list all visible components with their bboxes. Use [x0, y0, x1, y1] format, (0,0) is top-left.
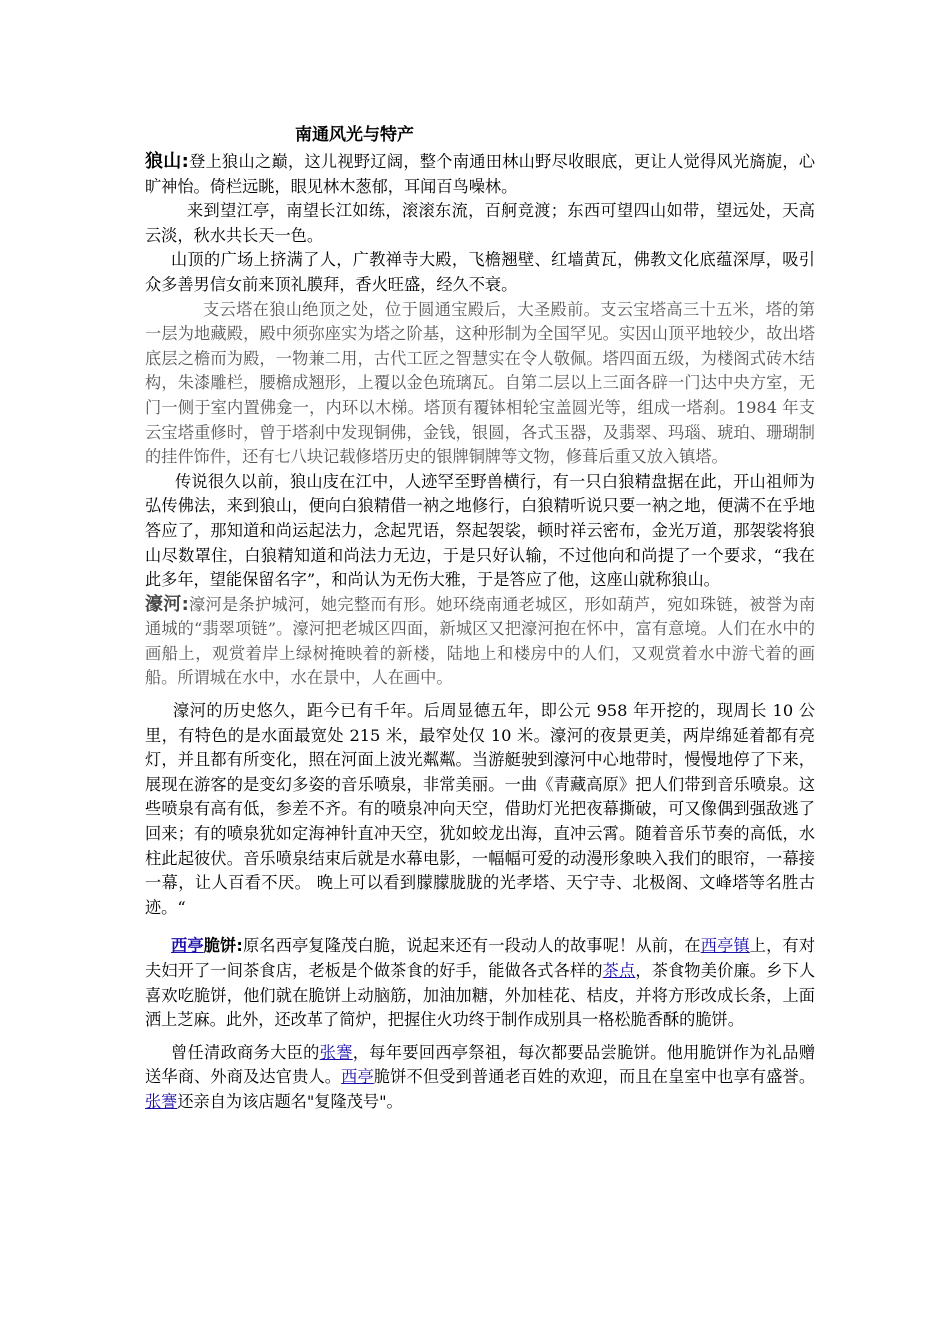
page-title: 南通风光与特产	[295, 125, 414, 145]
haohe-intro	[145, 593, 815, 691]
xiting-p1-text-a: 原名西亭复隆茂白脆，说起来还有一段动人的故事呢！从前，在	[242, 936, 701, 956]
haohe-heading: 濠河:	[145, 593, 189, 615]
langshan-heading: 狼山:	[145, 151, 189, 172]
langshan-intro	[145, 150, 815, 199]
xiting-p2-text-d: 还亲自为该店题名"复隆茂号"。	[177, 1091, 403, 1111]
langshan-p4: 支云塔在狼山绝顶之处，位于圆通宝殿后，大圣殿前。支云宝塔高三十五米，塔的第一层为地藏殿，殿中须弥座实为塔之阶基，这种形制为全国罕见。实因山顶平地较少，故出塔底层之檐而为殿，一物兼二用，古代工匠之智慧实在令人敬佩。塔四面五级，为楼阁式砖木结构，朱漆雕栏，腰檐成翘形，上覆以金色琉璃瓦。自第二层以上三面各辟一门达中央方室，无门一侧于室内置佛龛一，内环以木梯。塔顶有覆钵相轮宝盖圆光等，组成一塔刹。1984 年支云宝塔重修时，曾于塔刹中发现铜佛，金钱，银圆，各式玉器，及翡翠、玛瑙、琥珀、珊瑚制的挂件饰件，还有七八块记载修塔历史的银牌铜牌等文物，修葺后重又放入镇塔。	[145, 299, 815, 467]
xiting-p2-text-a: 曾任清政商务大臣的	[171, 1042, 320, 1062]
xiting-p2	[145, 1041, 815, 1115]
xitingzhen-link[interactable]: 西亭镇	[700, 936, 750, 956]
xiting-p2-text-b: ，每年要回西亭祭祖，每次都要品尝脆饼。他用脆饼作为礼品赠送华商、外商及达官贵人。	[145, 1042, 816, 1087]
xiting-link[interactable]: 西亭	[341, 1067, 374, 1087]
langshan-p3: 山顶的广场上挤满了人，广教禅寺大殿，飞檐翘壁、红墙黄瓦，佛教文化底蕴深厚，吸引众多善男信女前来顶礼膜拜，香火旺盛，经久不衰。	[145, 250, 815, 294]
haohe-p1: 濠河是条护城河，她完整而有形。她环绕南通老城区，形如葫芦，宛如珠链，被誉为南通城的“翡翠项链”。濠河把老城区四面，新城区又把濠河抱在怀中，富有意境。人们在水中的画船上，观赏着岸上绿树掩映着的新楼，陆地上和楼房中的人们，又观赏着水中游弋着的画船。所谓城在水中，水在景中，人在画中。	[145, 594, 816, 688]
xiting-p1-text-c: ，茶食物美价廉。乡下人喜欢吃脆饼，他们就在脆饼上动脑筋，加油加糖，外加桂花、桔皮，并将方形改成长条，上面洒上芝麻。此外，还改革了简炉，把握住火功终于制作成别具一格松脆香酥的脆饼。	[145, 961, 816, 1030]
xiting-intro	[145, 934, 815, 1032]
langshan-p2: 来到望江亭，南望长江如练，滚滚东流，百舸竞渡；东西可望四山如带，望远处，天高云淡，秋水共长天一色。	[145, 201, 815, 245]
xiting-p2-text-c: 脆饼不但受到普通老百姓的欢迎，而且在皇室中也享有盛誉。	[373, 1067, 816, 1087]
zhangjian-link-2[interactable]: 张謇	[145, 1091, 178, 1111]
haohe-p2: 濠河的历史悠久，距今已有千年。后周显德五年，即公元 958 年开挖的，现周长 10 公里，有特色的是水面最宽处 215 米，最窄处仅 10 米。濠河的夜景更美，两岸绵延着都有亮灯，并且都有所变化，照在河面上波光粼粼。当游艇驶到濠河中心地带时，慢慢地停了下来，展现在游客的是变幻多姿的音乐喷泉，非常美丽。一曲《青藏高原》把人们带到音乐喷泉。这些喷泉有高有低，参差不齐。有的喷泉冲向天空，借助灯光把夜幕撕破，可又像偶到强敌逃了回来；有的喷泉犹如定海神针直冲天空，犹如蛟龙出海，直冲云霄。随着音乐节奏的高低，水柱此起彼伏。音乐喷泉结束后就是水幕电影，一幅幅可爱的动漫形象映入我们的眼帘，一幕接一幕，让人百看不厌。 晚上可以看到朦朦胧胧的光孝塔、天宁寺、北极阁、文峰塔等名胜古迹。“	[145, 701, 815, 917]
zhangjian-link[interactable]: 张謇	[319, 1042, 353, 1062]
document-page	[145, 122, 815, 1115]
langshan-p5: 传说很久以前，狼山庋在江中，人迹罕至野兽横行，有一只白狼精盘据在此，开山祖师为弘传佛法，来到狼山，便向白狼精借一衲之地修行，白狼精听说只要一衲之地，便满不在乎地答应了，那知道和尚运起法力，念起咒语，祭起袈裟，顿时祥云密布，金光万道，那袈裟将狼山尽数罩住，白狼精知道和尚法力无边，于是只好认输，不过他向和尚提了一个要求，“我在此多年，望能保留名字”，和尚认为无伤大雅，于是答应了他，这座山就称狼山。	[145, 471, 815, 590]
chadian-link[interactable]: 茶点	[602, 961, 636, 980]
langshan-p1: 登上狼山之巅，这儿视野辽阔，整个南通田林山野尽收眼底，更让人觉得风光旖旎，心旷神怡。倚栏远眺，眼见林木葱郁，耳闻百鸟噪林。	[145, 152, 816, 196]
xiting-heading-link[interactable]: 西亭	[171, 936, 204, 956]
xiting-heading: 脆饼:	[203, 936, 243, 956]
xiting-p1-text-b: 上，有对夫妇开了一间茶食店，老板是个做茶食的好手，能做各式各样的	[145, 936, 816, 980]
